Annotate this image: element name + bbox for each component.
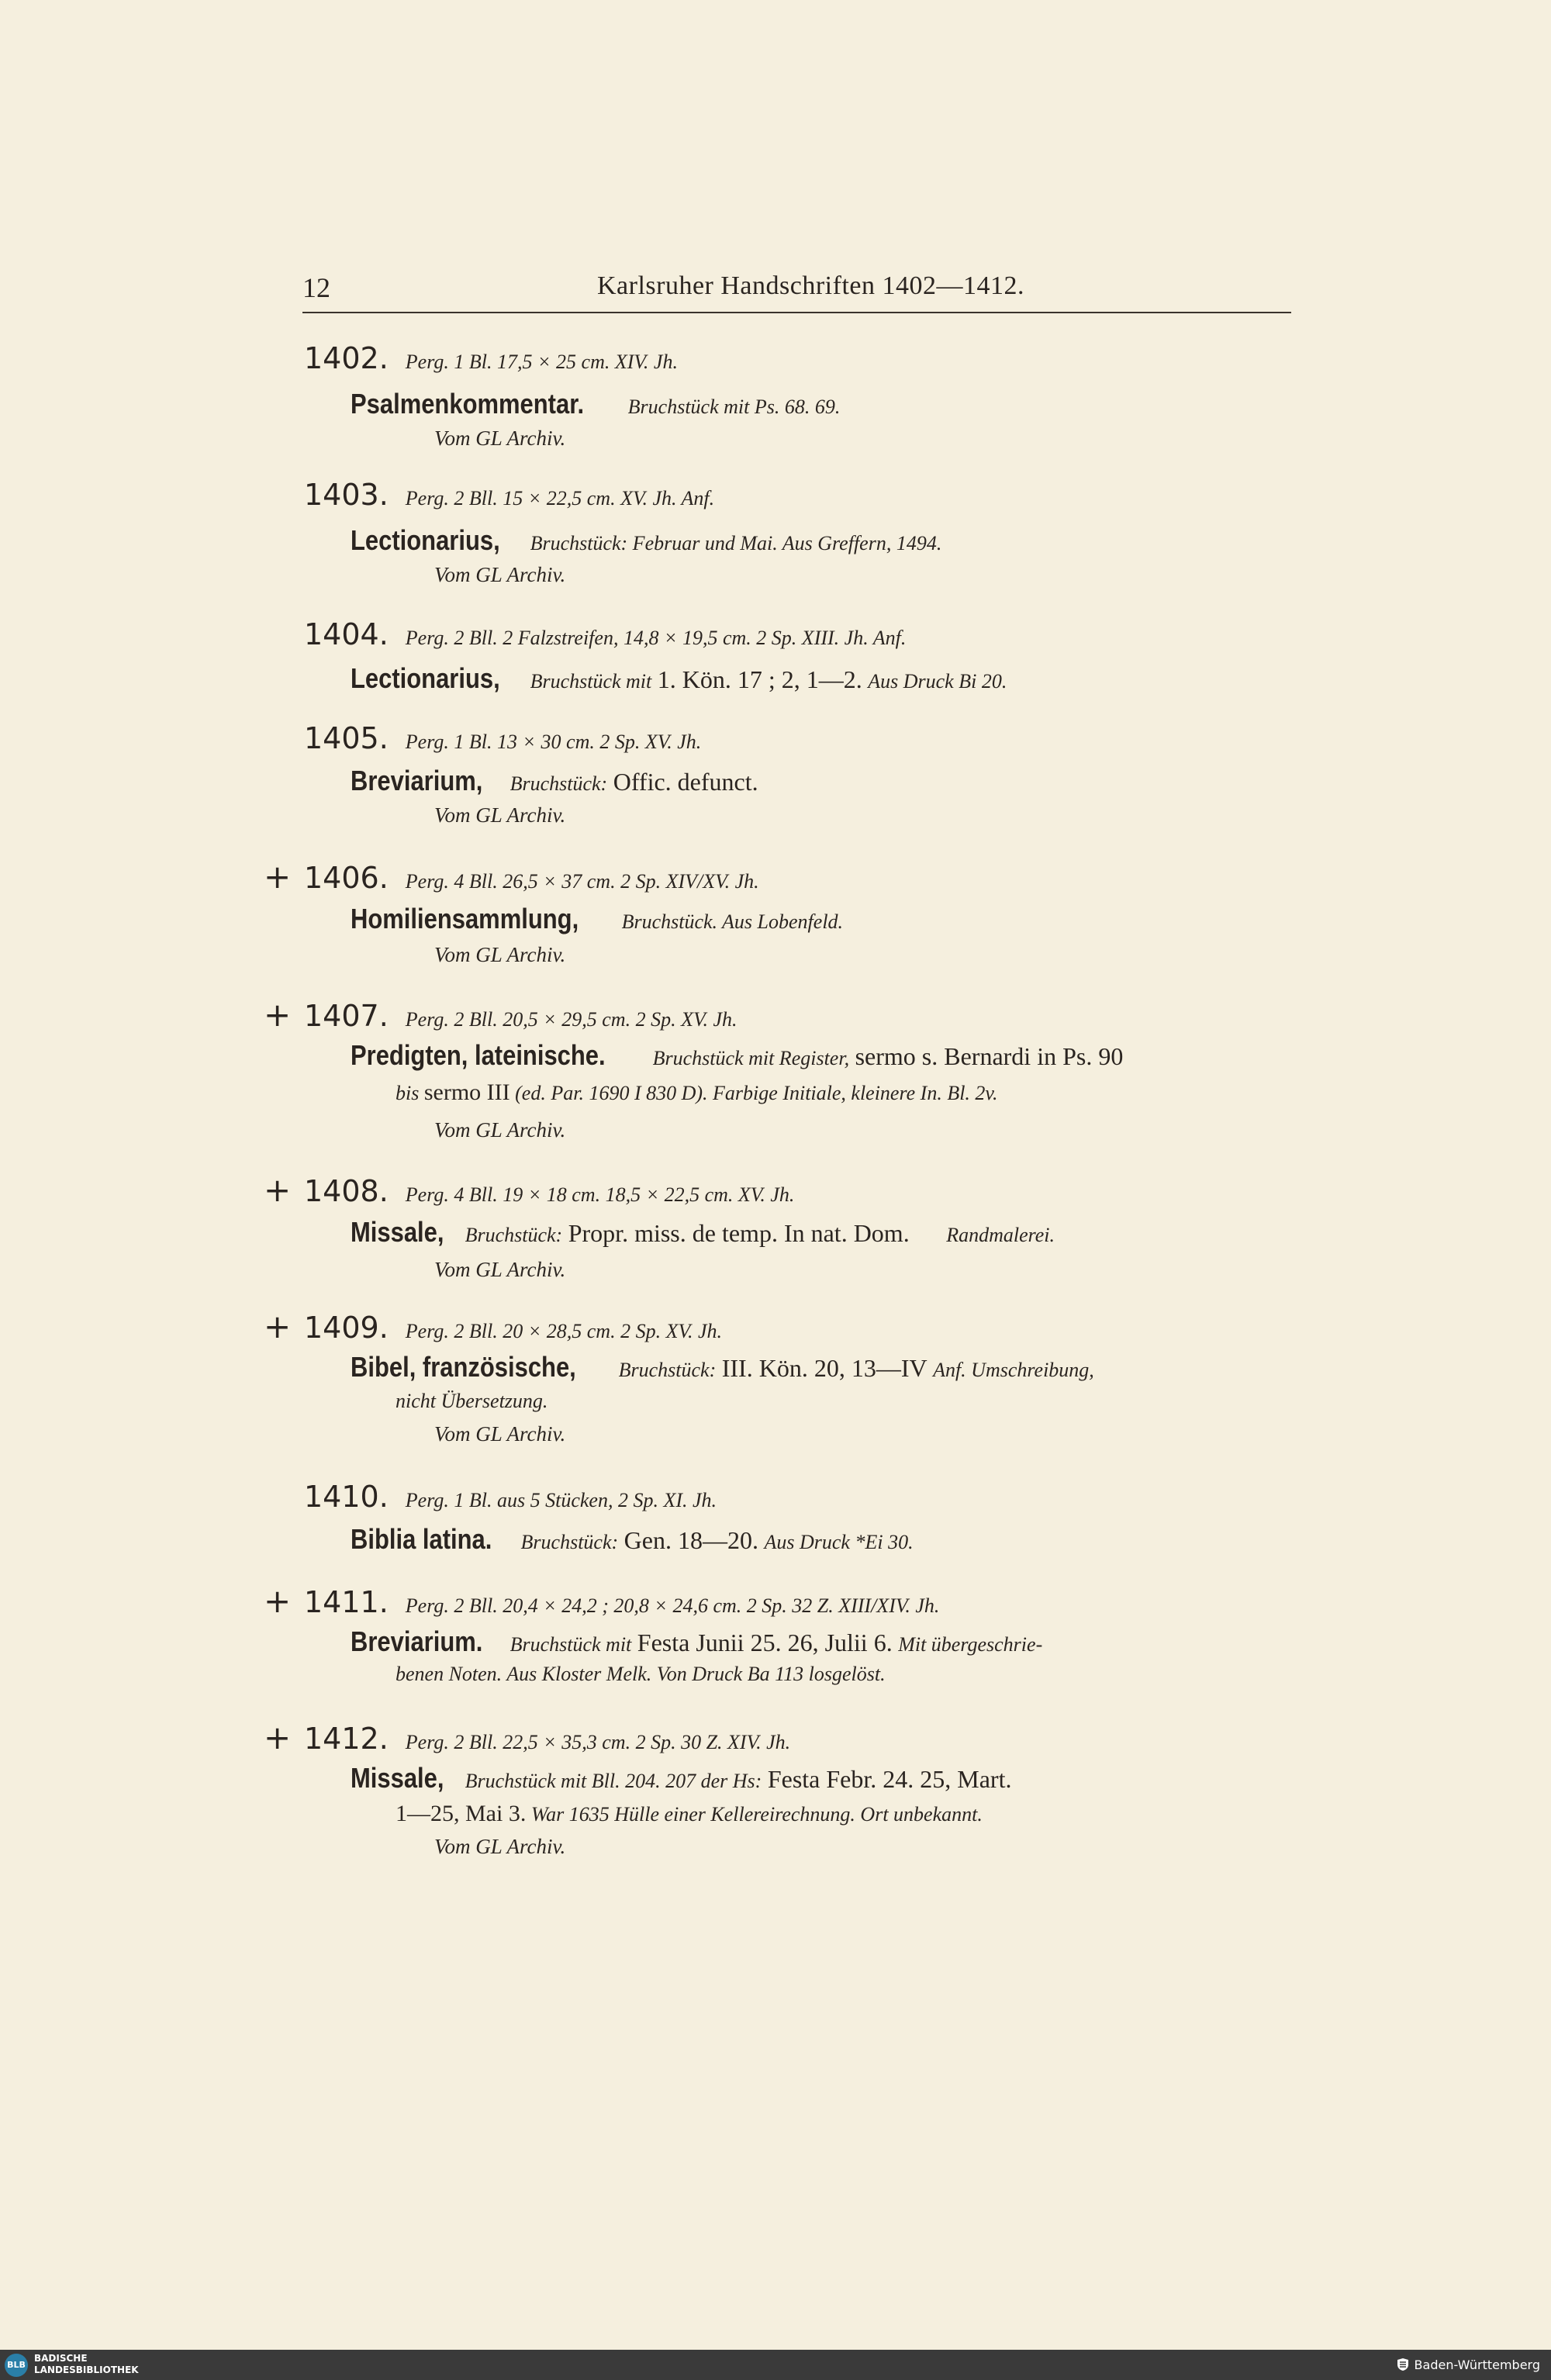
entry-number: 1407. (304, 999, 389, 1033)
entry-title: Breviarium. (351, 1625, 483, 1657)
state-label: Baden-Württemberg (1396, 2358, 1540, 2372)
entry-description: Perg. 2 Bll. 2 Falzstreifen, 14,8 × 19,5 cm. 2 Sp. XIII. Jh. Anf. (405, 627, 907, 649)
entry-provenance: Vom GL Archiv. (434, 943, 566, 966)
entry-title: Homiliensammlung, (351, 903, 579, 934)
entry-description: Perg. 2 Bll. 20 × 28,5 cm. 2 Sp. XV. Jh. (405, 1320, 723, 1342)
entry-provenance: Vom GL Archiv. (434, 1835, 566, 1858)
entry-provenance: Vom GL Archiv. (434, 803, 566, 827)
entry-number: 1402. (304, 341, 389, 375)
state-crest-icon (1396, 2358, 1410, 2371)
entry-title: Bibel, französische, (351, 1351, 576, 1383)
entry-number: 1406. (304, 861, 389, 895)
header-title: Karlsruher Handschriften 1402—1412. (597, 271, 1024, 300)
entry-provenance: Vom GL Archiv. (434, 1422, 566, 1446)
entry-number: 1403. (304, 478, 389, 512)
entry-title: Missale, (351, 1216, 444, 1248)
entry-description: Perg. 1 Bl. aus 5 Stücken, 2 Sp. XI. Jh. (405, 1489, 717, 1511)
entry-title: Psalmenkommentar. (351, 388, 585, 420)
document-page: 12 Karlsruher Handschriften 1402—1412. 1402. Perg. 1 Bl. 17,5 × 25 cm. XIV. Jh. Psalmenkommentar. Bruchstück mit Ps. 68. 69. Vom GL Archiv. 1403. Perg. 2 Bll. 15 × 22,5 cm. XV. Jh. Anf. Lectionarius, Bruchstück: Februar und Mai. Aus Greffern, 1494. Vom GL Archiv. 1404. Perg. 2 Bll. 2 Falzstreifen, 14,8 × 19,5 cm. 2 Sp. XIII. Jh. Anf. Lectionarius, Bruchstück mit 1. Kön. 17 ; 2, 1—2. Aus Druck Bi 20. 1405. Perg. 1 Bl. 13 × 30 cm. 2 Sp. XV. Jh. Breviarium, Bruchstück: Offic. defunct. Vom GL Archiv. + 1406. Perg. 4 Bll. 26,5 × 37 cm. 2 Sp. XIV/XV. Jh. Homiliensammlung, Bruchstück. Aus Lobenfeld. Vom GL Archiv. + 1407. Perg. 2 Bll. 20,5 × 29,5 cm. 2 Sp. XV. Jh. Predigten, lateinische. Bruchstück mit Register, sermo s. Bernardi in Ps. 90 bis sermo III (ed. Par. 1690 I 830 D). Farbige Initiale, kleinere In. Bl. 2v. Vom GL Archiv. + 1408. Perg. 4 Bll. 19 × 18 cm. 18,5 × 22,5 cm. XV. Jh. Missale, Bruchstück: Propr. miss. de temp. In nat. Dom. Randmalerei. Vom GL Archiv. + 1409. Perg. 2 Bll. 20 × 28,5 cm. 2 Sp. XV. Jh. Bibel, französische, Bruchstück: III. Kön. 20, 13—IV Anf. Umschreibung, nicht Übersetzung. Vom GL Archiv. 1410. Perg. 1 Bl. aus 5 Stücken, 2 Sp. XI. Jh. Biblia latina. Bruchstück: Gen. 18—20. Aus Druck *Ei 30. + 1411. Perg. 2 Bll. 20,4 × 24,2 ; 20,8 × 24,6 cm. 2 Sp. 32 Z. XIII/XIV. Jh. Breviarium. Bruchstück mit Festa Junii 25. 26, Julii 6. Mit übergeschrie- benen Noten. Aus Kloster Melk. Von Druck Ba 113 losgelöst. + 1412. Perg. 2 Bll. 22,5 × 35,3 cm. 2 Sp. 30 Z. XIV. Jh. Missale, Bruchstück mit Bll. 204. 207 der Hs: Festa Febr. 24. 25, Mart. 1—25, Mai 3. War 1635 Hülle einer Kellereirechnung. Ort unbekannt. Vom GL Archiv. (0, 0, 1551, 2350)
entry-number: 1409. (304, 1311, 389, 1345)
entry-description: Perg. 2 Bll. 22,5 × 35,3 cm. 2 Sp. 30 Z. XIV. Jh. (405, 1731, 791, 1753)
entry-provenance: Vom GL Archiv. (434, 427, 566, 450)
entry-description: Perg. 4 Bll. 26,5 × 37 cm. 2 Sp. XIV/XV. Jh. (405, 870, 759, 893)
entry-title: Biblia latina. (351, 1523, 492, 1555)
entry-title: Missale, (351, 1762, 444, 1794)
running-header (302, 271, 1291, 313)
entry-provenance: Vom GL Archiv. (434, 1258, 566, 1281)
blb-logo: BLB (5, 2354, 28, 2377)
entry-number: 1404. (304, 617, 389, 651)
entry-description: Perg. 1 Bl. 17,5 × 25 cm. XIV. Jh. (405, 351, 678, 373)
entry-description: Perg. 1 Bl. 13 × 30 cm. 2 Sp. XV. Jh. (405, 731, 702, 753)
entry-description: Perg. 2 Bll. 20,5 × 29,5 cm. 2 Sp. XV. Jh. (405, 1008, 738, 1031)
entry-number: 1408. (304, 1174, 389, 1208)
page-number: 12 (302, 272, 330, 303)
entry-number: 1412. (304, 1722, 389, 1756)
entry-description: Perg. 2 Bll. 15 × 22,5 cm. XV. Jh. Anf. (405, 487, 715, 510)
entry-provenance: Vom GL Archiv. (434, 563, 566, 586)
entry-title: Breviarium, (351, 765, 483, 796)
entry-title: Lectionarius, (351, 662, 500, 694)
entry-description: Perg. 4 Bll. 19 × 18 cm. 18,5 × 22,5 cm. XV. Jh. (405, 1183, 795, 1206)
entry-description: Perg. 2 Bll. 20,4 × 24,2 ; 20,8 × 24,6 cm. 2 Sp. 32 Z. XIII/XIV. Jh. (405, 1594, 940, 1617)
entry-title: Lectionarius, (351, 524, 500, 556)
entry-title: Predigten, lateinische. (351, 1039, 606, 1071)
library-name: BADISCHE LANDESBIBLIOTHEK (34, 2353, 139, 2375)
entry-number: 1410. (304, 1480, 389, 1514)
entry-number: 1405. (304, 721, 389, 755)
viewer-footer-bar (0, 2350, 1551, 2380)
entry-provenance: Vom GL Archiv. (434, 1118, 566, 1142)
entry-number: 1411. (304, 1585, 389, 1619)
